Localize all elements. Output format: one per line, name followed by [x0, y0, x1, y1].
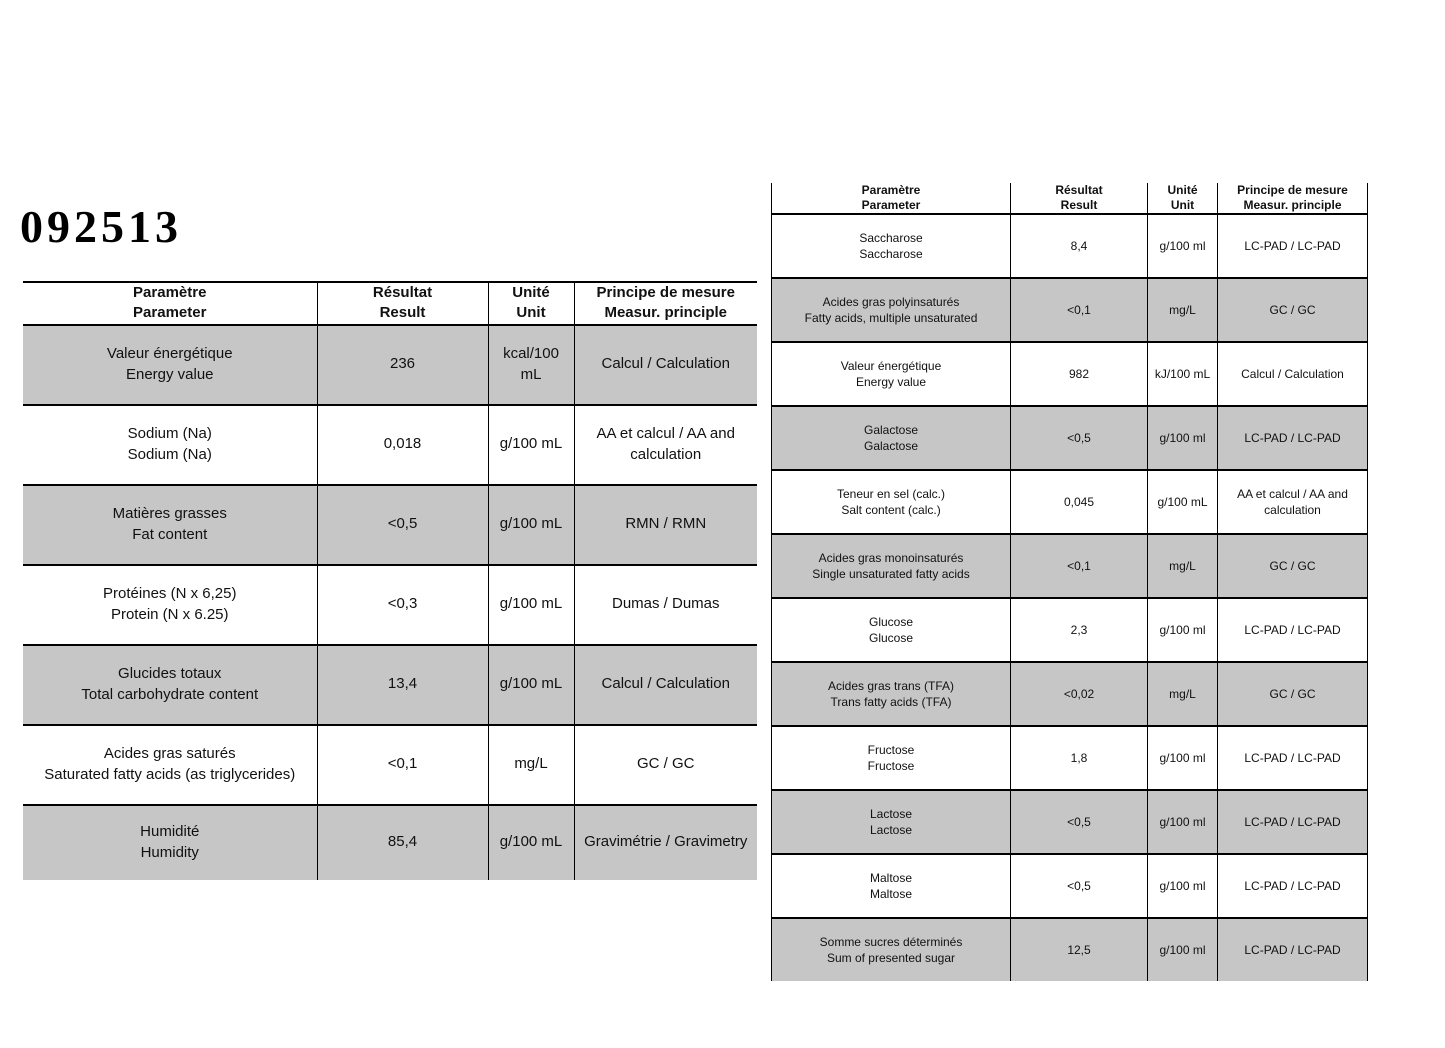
parameter-cell: Galactose Galactose — [772, 406, 1011, 470]
unit-cell: g/100 mL — [1148, 470, 1218, 534]
unit-cell: mg/L — [1148, 534, 1218, 598]
parameter-cell: Glucose Glucose — [772, 598, 1011, 662]
parameter-cell: Humidité Humidity — [23, 805, 317, 880]
principle-cell: GC / GC — [1218, 278, 1368, 342]
table-row — [23, 565, 757, 645]
table-row — [772, 726, 1368, 790]
result-cell: 12,5 — [1011, 918, 1148, 981]
parameter-cell: Acides gras saturés Saturated fatty acids (as triglycerides) — [23, 725, 317, 805]
parameter-cell: Valeur énergétique Energy value — [23, 325, 317, 405]
unit-cell: g/100 ml — [1148, 790, 1218, 854]
principle-cell: GC / GC — [1218, 662, 1368, 726]
principle-cell: LC-PAD / LC-PAD — [1218, 854, 1368, 918]
result-cell: <0,5 — [1011, 790, 1148, 854]
header-unit: Unité Unit — [1148, 183, 1218, 214]
table-row — [23, 485, 757, 565]
parameter-cell: Teneur en sel (calc.) Salt content (calc.) — [772, 470, 1011, 534]
header-result: Résultat Result — [317, 282, 488, 325]
unit-cell: g/100 mL — [488, 645, 574, 725]
results-table-right — [771, 183, 1368, 981]
principle-cell: LC-PAD / LC-PAD — [1218, 726, 1368, 790]
parameter-cell: Lactose Lactose — [772, 790, 1011, 854]
unit-cell: g/100 mL — [488, 405, 574, 485]
principle-cell: LC-PAD / LC-PAD — [1218, 214, 1368, 278]
parameter-cell: Somme sucres déterminés Sum of presented sugar — [772, 918, 1011, 981]
parameter-cell: Fructose Fructose — [772, 726, 1011, 790]
result-cell: 0,045 — [1011, 470, 1148, 534]
result-cell: 8,4 — [1011, 214, 1148, 278]
unit-cell: mg/L — [1148, 662, 1218, 726]
result-cell: <0,02 — [1011, 662, 1148, 726]
result-cell: <0,1 — [1011, 278, 1148, 342]
table-row — [772, 598, 1368, 662]
principle-cell: LC-PAD / LC-PAD — [1218, 790, 1368, 854]
table-row — [23, 725, 757, 805]
unit-cell: kcal/100 mL — [488, 325, 574, 405]
table-row — [772, 918, 1368, 981]
unit-cell: g/100 ml — [1148, 406, 1218, 470]
unit-cell: g/100 ml — [1148, 214, 1218, 278]
table-row — [772, 662, 1368, 726]
header-principle: Principe de mesure Measur. principle — [574, 282, 757, 325]
table-header-row — [772, 183, 1368, 214]
principle-cell: Gravimétrie / Gravimetry — [574, 805, 757, 880]
table-row — [23, 805, 757, 880]
principle-cell: AA et calcul / AA and calculation — [574, 405, 757, 485]
parameter-cell: Maltose Maltose — [772, 854, 1011, 918]
result-cell: <0,5 — [317, 485, 488, 565]
parameter-cell: Matières grasses Fat content — [23, 485, 317, 565]
unit-cell: g/100 ml — [1148, 726, 1218, 790]
unit-cell: g/100 ml — [1148, 918, 1218, 981]
header-result: Résultat Result — [1011, 183, 1148, 214]
result-cell: 85,4 — [317, 805, 488, 880]
table-row — [23, 405, 757, 485]
unit-cell: g/100 mL — [488, 565, 574, 645]
table-row — [772, 534, 1368, 598]
result-cell: 0,018 — [317, 405, 488, 485]
unit-cell: g/100 ml — [1148, 854, 1218, 918]
principle-cell: GC / GC — [1218, 534, 1368, 598]
result-cell: 13,4 — [317, 645, 488, 725]
principle-cell: LC-PAD / LC-PAD — [1218, 918, 1368, 981]
result-cell: <0,5 — [1011, 406, 1148, 470]
principle-cell: Calcul / Calculation — [574, 325, 757, 405]
unit-cell: g/100 mL — [488, 485, 574, 565]
unit-cell: g/100 ml — [1148, 598, 1218, 662]
header-principle: Principe de mesure Measur. principle — [1218, 183, 1368, 214]
result-cell: 2,3 — [1011, 598, 1148, 662]
result-cell: <0,3 — [317, 565, 488, 645]
parameter-cell: Glucides totaux Total carbohydrate content — [23, 645, 317, 725]
parameter-cell: Valeur énergétique Energy value — [772, 342, 1011, 406]
result-cell: <0,5 — [1011, 854, 1148, 918]
result-cell: <0,1 — [1011, 534, 1148, 598]
table-row — [772, 854, 1368, 918]
unit-cell: g/100 mL — [488, 805, 574, 880]
table-header-row — [23, 282, 757, 325]
table-row — [772, 214, 1368, 278]
principle-cell: Calcul / Calculation — [1218, 342, 1368, 406]
table-row — [772, 470, 1368, 534]
table-row — [772, 790, 1368, 854]
header-unit: Unité Unit — [488, 282, 574, 325]
table-row — [23, 645, 757, 725]
header-parameter: Paramètre Parameter — [23, 282, 317, 325]
result-cell: 1,8 — [1011, 726, 1148, 790]
principle-cell: LC-PAD / LC-PAD — [1218, 406, 1368, 470]
unit-cell: mg/L — [1148, 278, 1218, 342]
results-table-left — [23, 281, 757, 880]
principle-cell: LC-PAD / LC-PAD — [1218, 598, 1368, 662]
parameter-cell: Protéines (N x 6,25) Protein (N x 6.25) — [23, 565, 317, 645]
principle-cell: Dumas / Dumas — [574, 565, 757, 645]
principle-cell: GC / GC — [574, 725, 757, 805]
unit-cell: kJ/100 mL — [1148, 342, 1218, 406]
parameter-cell: Acides gras monoinsaturés Single unsaturated fatty acids — [772, 534, 1011, 598]
table-row — [772, 278, 1368, 342]
table-row — [772, 342, 1368, 406]
result-cell: <0,1 — [317, 725, 488, 805]
parameter-cell: Sodium (Na) Sodium (Na) — [23, 405, 317, 485]
document-id: 092513 — [20, 201, 182, 252]
table-row — [772, 406, 1368, 470]
principle-cell: AA et calcul / AA and calculation — [1218, 470, 1368, 534]
principle-cell: RMN / RMN — [574, 485, 757, 565]
result-cell: 236 — [317, 325, 488, 405]
header-parameter: Paramètre Parameter — [772, 183, 1011, 214]
parameter-cell: Saccharose Saccharose — [772, 214, 1011, 278]
parameter-cell: Acides gras polyinsaturés Fatty acids, multiple unsaturated — [772, 278, 1011, 342]
table-row — [23, 325, 757, 405]
parameter-cell: Acides gras trans (TFA) Trans fatty acids (TFA) — [772, 662, 1011, 726]
unit-cell: mg/L — [488, 725, 574, 805]
result-cell: 982 — [1011, 342, 1148, 406]
principle-cell: Calcul / Calculation — [574, 645, 757, 725]
